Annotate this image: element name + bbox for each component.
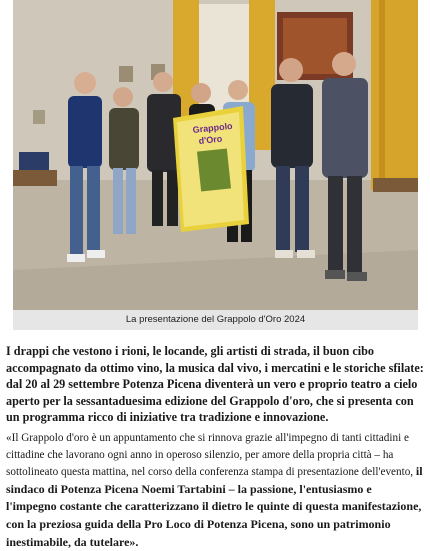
- table-right: [373, 178, 418, 192]
- photo-caption: La presentazione del Grappolo d'Oro 2024: [13, 310, 418, 330]
- small-frame: [119, 66, 133, 82]
- poster-title-line-2: d'Oro: [198, 133, 223, 146]
- quote-bold-text: il sindaco di Potenza Picena Noemi Tartabini – la passione, l'entusiasmo e l'impegno costante che caratterizzano il dietro le quinte di questa manifestazione, con la preziosa guida della Pro Loco di Potenza Picena, sono un patrimonio inestimabile, da tutelare».: [6, 464, 423, 549]
- group-photo-illustration: [13, 0, 418, 310]
- small-frame: [33, 110, 45, 124]
- article-photo: [13, 0, 418, 310]
- quote-paragraph: [6, 430, 424, 551]
- event-poster: [173, 106, 249, 232]
- table-left: [13, 170, 57, 186]
- quote-regular-text: «Il Grappolo d'oro è un appuntamento che si rinnova grazie all'impegno di tanti cittadini e cittadine che lavorano ogni anno in operoso silenzio, per amore della propria città – ha sottolineato questa mattina, nel corso della conferenza stampa di presentazione dell'evento,: [6, 432, 414, 479]
- poster-title-line-1: Grappolo: [192, 120, 233, 135]
- intro-paragraph: I drappi che vestono i rioni, le locande, gli artisti di strada, il buon cibo accompagnato da ottimo vino, la musica dal vivo, i mercatini e le storiche sfilate: dal 20 al 29 settembre Potenza Picena diventerà un vero e proprio teatro a cielo aperto per la sessantaduesima edizione del Grappolo d'oro, che si presenta con un programma ricco di iniziative tra tradizione e innovazione.: [6, 344, 424, 425]
- curtain-right: [371, 0, 418, 190]
